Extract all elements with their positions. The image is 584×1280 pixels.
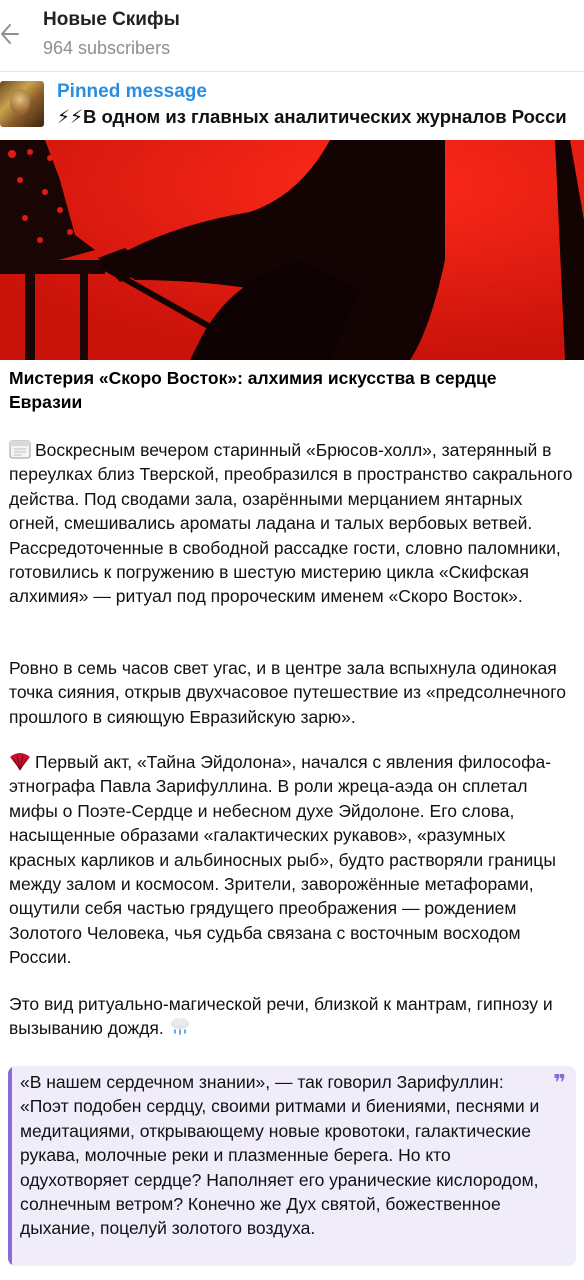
- pinned-message-bar[interactable]: [0, 73, 584, 135]
- rain-cloud-emoji-icon: [169, 1017, 191, 1037]
- arrow-left-icon: [0, 20, 24, 48]
- quote-text: «В нашем сердечном знании», — так говорил Зарифуллин: «Поэт подобен сердцу, своими ритмами и биениями, песнями и медитациями, открывающему новые кровотоки, галактические рукава, молочные реки и плазменные берега. Но кто одухотворяет сердце? Наполняет его уранические кислородом, солнечным ветром? Конечно же Дух святой, божественное дыхание, поцелуй золотого воздуха.: [20, 1072, 540, 1239]
- post-paragraph-3: [9, 750, 577, 970]
- calendar-emoji-icon: [9, 439, 31, 459]
- post-paragraph-4-text: Это вид ритуально-магической речи, близкой к мантрам, гипнозу и вызыванию дождя.: [9, 994, 553, 1039]
- subscriber-count: 964 subscribers: [43, 38, 171, 58]
- post-paragraph-4: [9, 992, 577, 1041]
- quote-accent-bar: [8, 1066, 12, 1266]
- channel-title[interactable]: Новые Скифы: [43, 9, 180, 30]
- pinned-thumbnail: [0, 81, 44, 127]
- post-paragraph-1: [9, 438, 577, 609]
- quote-mark-icon: ❞: [553, 1070, 566, 1095]
- post-photo[interactable]: [0, 140, 584, 360]
- chat-header: [0, 0, 584, 72]
- back-button[interactable]: [0, 20, 24, 48]
- post-paragraph-2: Ровно в семь часов свет угас, и в центре зала вспыхнула одинокая точка сияния, открыв двухчасовое путешествие из «предсолнечного прошлого в сияющую Евразийскую зарю».: [9, 658, 566, 727]
- pinned-label: Pinned message: [57, 81, 207, 102]
- post-paragraph-3-text: Первый акт, «Тайна Эйдолона», начался с явления философа-этнографа Павла Зарифуллина. В роли жреца-аэда он сплетал мифы о Поэте-Сердце и небесном духе Эйдолоне. Его слова, насыщенные образами «галактических рукавов», «разумных красных карликов и альбиносных рыб», будто растворяли границы между залом и космосом. Зрители, заворожённые метафорами, ощутили себя частью грядущего преображения — рождением Золотого Человека, чья судьба связана с восточным восходом России.: [9, 752, 556, 968]
- post-title: Мистерия «Скоро Восток»: алхимия искусства в сердце Евразии: [9, 368, 497, 412]
- post-paragraph-1-text: Воскресным вечером старинный «Брюсов-холл», затерянный в переулках близ Тверской, преобразился в пространство сакрального действа. Под сводами зала, озарёнными мерцанием янтарных огней, смешивались ароматы ладана и талых вербовых ветвей. Рассредоточенные в свободной рассадке гости, словно паломники, готовились к погружению в шестую мистерию цикла «Скифская алхимия» — ритуал под пророческим именем «Скоро Восток».: [9, 440, 573, 607]
- pinned-text: ⚡⚡В одном из главных аналитических журналов Росси: [57, 106, 567, 127]
- concert-photo-image: [0, 140, 584, 360]
- fan-emoji-icon: [9, 751, 31, 771]
- quote-block: [8, 1066, 576, 1266]
